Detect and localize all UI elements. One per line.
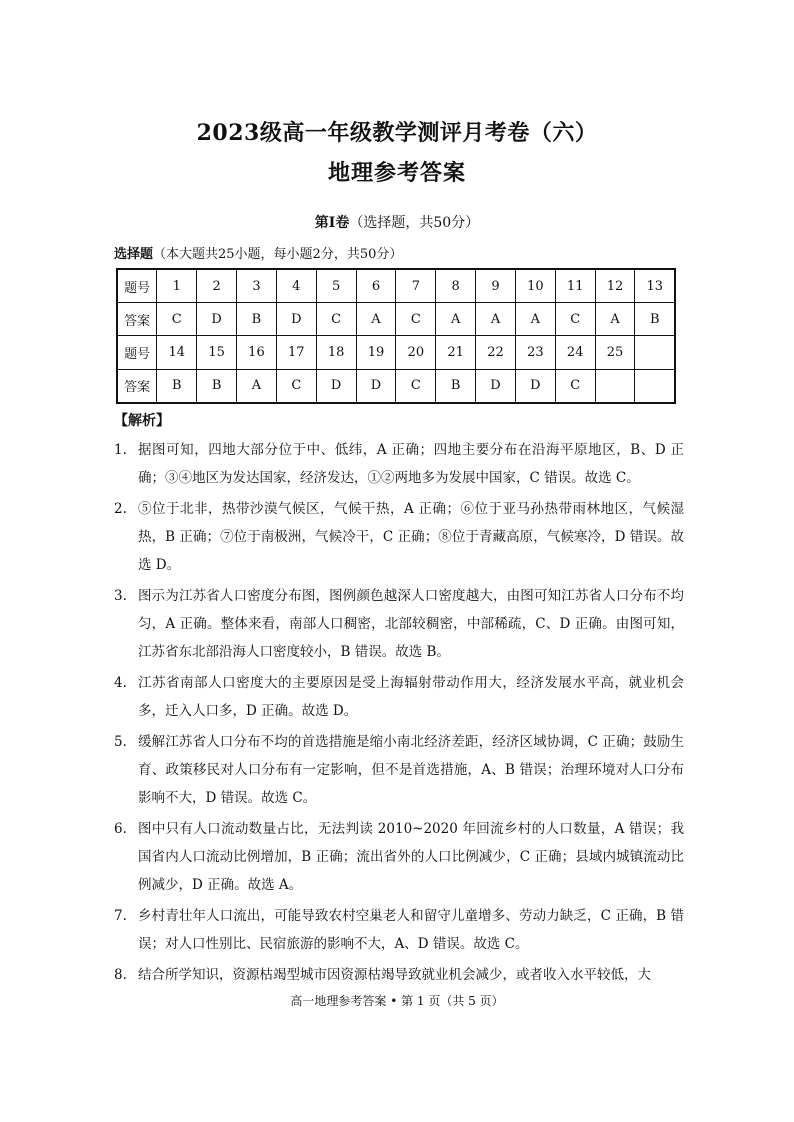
analysis-heading: 【解析】 [114, 413, 170, 429]
table-cell: D [515, 369, 555, 403]
item-text: 结合所学知识，资源枯竭型城市因资源枯竭导致就业机会减少，或者收入水平较低，大 [138, 967, 651, 983]
table-cell: B [635, 303, 675, 336]
item-text: 乡村青壮年人口流出，可能导致农村空巢老人和留守儿童增多、劳动力缺乏，C 正确，B 错误；对人口性别比、民宿旅游的影响不大，A、D 错误。故选 C。 [138, 908, 684, 952]
table-cell: 9 [476, 269, 516, 303]
table-cell: C [555, 303, 595, 336]
table-cell: 10 [515, 269, 555, 303]
table-row [117, 369, 675, 403]
question-type-rest: （本大题共25小题，每小题2分，共50分） [153, 247, 403, 262]
question-type-heading [114, 243, 402, 262]
table-cell: A [356, 303, 396, 336]
table-cell: 13 [635, 269, 675, 303]
analysis-item [114, 436, 684, 492]
document-title: 2023级高一年级教学测评月考卷（六） [196, 120, 598, 146]
answer-table [116, 268, 676, 404]
analysis-item [114, 815, 684, 899]
table-cell: D [356, 369, 396, 403]
item-number: 4. [114, 675, 127, 691]
item-text: 据图可知，四地大部分位于中、低纬，A 正确；四地主要分布在沿海平原地区，B、D 正确；③④地区为发达国家，经济发达，①②两地多为发展中国家，C 错误。故选 C。 [138, 442, 684, 486]
table-cell: 25 [595, 336, 635, 369]
table-cell: 12 [595, 269, 635, 303]
table-cell: A [476, 303, 516, 336]
table-row [117, 269, 675, 303]
section-heading-bold: 第Ⅰ卷 [314, 215, 350, 231]
table-row [117, 336, 675, 369]
analysis-list [114, 436, 684, 992]
item-number: 3. [114, 588, 127, 604]
table-cell: 23 [515, 336, 555, 369]
table-row [117, 303, 675, 336]
table-cell: 11 [555, 269, 595, 303]
table-cell: D [276, 303, 316, 336]
table-cell: A [515, 303, 555, 336]
row-header-cell: 答案 [117, 369, 157, 403]
table-cell: B [436, 369, 476, 403]
table-cell [635, 336, 675, 369]
table-cell: 16 [237, 336, 277, 369]
table-cell: 5 [316, 269, 356, 303]
row-header-cell: 答案 [117, 303, 157, 336]
item-number: 5. [114, 734, 127, 750]
row-header-cell: 题号 [117, 269, 157, 303]
table-cell: 2 [197, 269, 237, 303]
table-cell: 18 [316, 336, 356, 369]
question-type-bold: 选择题 [114, 247, 154, 262]
item-text: 图示为江苏省人口密度分布图，图例颜色越深人口密度越大，由图可知江苏省人口分布不均匀，A 正确。整体来看，南部人口稠密，北部较稠密，中部稀疏，C、D 正确。由图可知，江苏省东北部沿海人口密度较小，B 错误。故选 B。 [138, 588, 684, 660]
table-cell: 17 [276, 336, 316, 369]
document-subtitle: 地理参考答案 [327, 160, 466, 186]
row-header-cell: 题号 [117, 336, 157, 369]
table-cell: 20 [396, 336, 436, 369]
table-cell: D [476, 369, 516, 403]
table-cell: 6 [356, 269, 396, 303]
table-cell: D [316, 369, 356, 403]
table-cell: C [396, 303, 436, 336]
page-footer: 高一地理参考答案 • 第 1 页（共 5 页） [290, 994, 504, 1008]
section-heading [0, 212, 794, 232]
table-cell: A [436, 303, 476, 336]
table-cell: C [316, 303, 356, 336]
table-cell: 21 [436, 336, 476, 369]
analysis-item [114, 902, 684, 958]
table-cell: A [237, 369, 277, 403]
item-text: 图中只有人口流动数量占比，无法判读 2010~2020 年回流乡村的人口数量，A 错误；我国省内人口流动比例增加，B 正确；流出省外的人口比例减少，C 正确；县域内城镇流动比例减少，D 正确。故选 A。 [138, 821, 684, 893]
analysis-item [114, 582, 684, 666]
table-cell: B [237, 303, 277, 336]
table-cell: D [197, 303, 237, 336]
table-cell: B [157, 369, 197, 403]
item-number: 6. [114, 821, 127, 837]
item-text: ⑤位于北非，热带沙漠气候区，气候干热，A 正确；⑥位于亚马孙热带雨林地区，气候湿热，B 正确；⑦位于南极洲，气候冷干，C 正确；⑧位于青藏高原，气候寒冷，D 错误。故选 D。 [138, 501, 684, 573]
table-cell: 15 [197, 336, 237, 369]
item-number: 2. [114, 501, 127, 517]
analysis-item [114, 495, 684, 579]
table-cell: 14 [157, 336, 197, 369]
table-cell: C [555, 369, 595, 403]
table-cell [635, 369, 675, 403]
table-cell: 4 [276, 269, 316, 303]
table-cell: 3 [237, 269, 277, 303]
table-cell: A [595, 303, 635, 336]
table-cell [595, 369, 635, 403]
item-number: 8. [114, 967, 127, 983]
table-cell: 24 [555, 336, 595, 369]
table-cell: 8 [436, 269, 476, 303]
table-cell: B [197, 369, 237, 403]
item-number: 1. [114, 442, 127, 458]
item-text: 缓解江苏省人口分布不均的首选措施是缩小南北经济差距，经济区域协调，C 正确；鼓励生育、政策移民对人口分布有一定影响，但不是首选措施，A、B 错误；治理环境对人口分布影响不大，D 错误。故选 C。 [138, 734, 684, 806]
analysis-item [114, 961, 684, 989]
item-number: 7. [114, 908, 127, 924]
table-cell: C [396, 369, 436, 403]
table-cell: C [157, 303, 197, 336]
table-cell: 1 [157, 269, 197, 303]
analysis-item [114, 669, 684, 725]
table-cell: 7 [396, 269, 436, 303]
table-cell: C [276, 369, 316, 403]
analysis-item [114, 728, 684, 812]
table-cell: 22 [476, 336, 516, 369]
table-cell: 19 [356, 336, 396, 369]
section-heading-rest: （选择题，共50分） [349, 215, 480, 231]
item-text: 江苏省南部人口密度大的主要原因是受上海辐射带动作用大，经济发展水平高，就业机会多，迁入人口多，D 正确。故选 D。 [138, 675, 684, 719]
